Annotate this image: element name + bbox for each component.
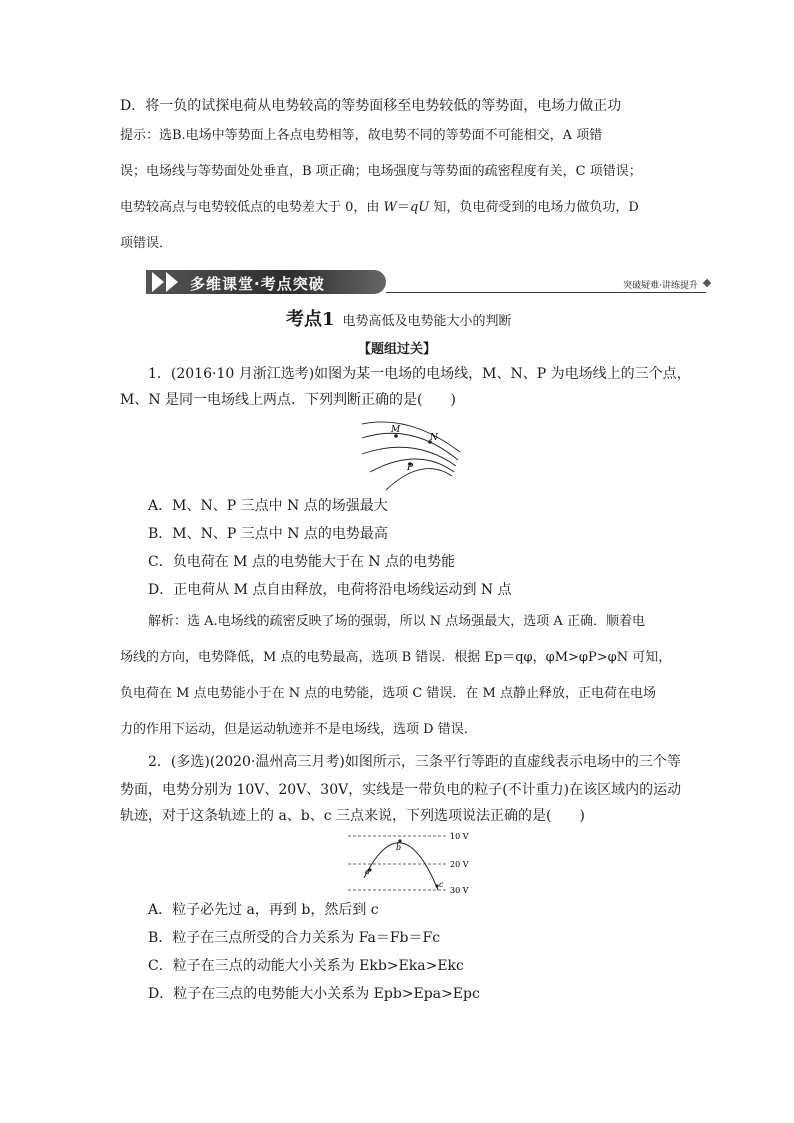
q1-stem-1: 1．(2016·10 月浙江选考)如图为某一电场的电场线，M、N、P 为电场线上的三个点， xyxy=(148,366,691,382)
q1-option-b: B．M、N、P 三点中 N 点的电势最高 xyxy=(148,526,388,542)
q1-option-a: A．M、N、P 三点中 N 点的场强最大 xyxy=(148,498,388,514)
banner-right-text: 突破疑难·讲练提升 xyxy=(623,281,698,291)
q2-stem-3: 轨迹，对于这条轨迹上的 a、b、c 三点来说，下列选项说法正确的是( ) xyxy=(120,808,585,824)
q2-option-a: A．粒子必先过 a，再到 b，然后到 c xyxy=(148,902,379,918)
section-heading-sub: 电势高低及电势能大小的判断 xyxy=(342,314,512,329)
svg-text:10 V: 10 V xyxy=(450,832,469,841)
svg-text:c: c xyxy=(439,880,444,889)
q1-analysis-2: 场线的方向，电势降低，M 点的电势最高，选项 B 错误．根据 Ep＝qφ，φM>φP>φN 可知， xyxy=(120,650,672,665)
q1-option-d: D．正电荷从 M 点自由释放，电荷将沿电场线运动到 N 点 xyxy=(148,582,512,598)
svg-text:30 V: 30 V xyxy=(450,886,469,894)
field-line xyxy=(362,433,458,460)
hint-line-4: 项错误． xyxy=(120,236,173,251)
q2-stem-2: 势面，电势分别为 10V、20V、30V，实线是一带负电的粒子(不计重力)在该区域内的运动 xyxy=(120,782,682,798)
field-line xyxy=(386,469,452,490)
diamond-icon xyxy=(703,279,711,287)
equipotential-figure xyxy=(346,828,476,894)
banner-title: 多维课堂·考点突破 xyxy=(190,275,325,293)
q2-stem-1: 2．(多选)(2020·温州高三月考)如图所示，三条平行等距的直虚线表示电场中的三个等 xyxy=(148,754,681,770)
hint-line-1: 提示：选B.电场中等势面上各点电势相等，故电势不同的等势面不可能相交，A 项错 xyxy=(120,128,603,143)
q1-analysis-4: 力的作用下运动，但是运动轨迹并不是电场线，选项 D 错误． xyxy=(120,722,477,737)
svg-text:a: a xyxy=(365,867,370,876)
q1-stem-2: M、N 是同一电场线上两点．下列判断正确的是( ) xyxy=(120,392,456,408)
banner-divider xyxy=(386,292,706,293)
svg-text:N: N xyxy=(430,433,438,443)
q2-option-b: B．粒子在三点所受的合力关系为 Fa＝Fb＝Fc xyxy=(148,930,441,946)
q1-analysis-1: 解析：选 A.电场线的疏密反映了场的强弱，所以 N 点场强最大，选项 A 正确．顺着电 xyxy=(148,614,645,629)
q2-option-c: C．粒子在三点的动能大小关系为 Ekb>Eka>Ekc xyxy=(148,958,464,974)
hint-line-3: 电势较高点与电势较低点的电势差大于 0，由 W＝qU 知，负电荷受到的电场力做负功，D xyxy=(120,200,639,215)
section-banner xyxy=(146,270,710,296)
hint-line-2: 误；电场线与等势面处处垂直，B 项正确；电场强度与等势面的疏密程度有关，C 项错误； xyxy=(120,164,642,179)
q2-option-d: D．粒子在三点的电势能大小关系为 Epb>Epa>Epc xyxy=(148,986,480,1002)
svg-text:M: M xyxy=(391,425,401,435)
option-d-intro: D．将一负的试探电荷从电势较高的等势面移至电势较低的等势面，电场力做正功 xyxy=(120,98,622,114)
svg-text:20 V: 20 V xyxy=(450,860,469,869)
q1-analysis-3: 负电荷在 M 点电势能小于在 N 点的电势能，选项 C 错误．在 M 点静止释放，正电荷在电场 xyxy=(120,686,657,701)
svg-text:P: P xyxy=(407,463,414,473)
q1-option-c: C．负电荷在 M 点的电势能大于在 N 点的电势能 xyxy=(148,554,456,570)
subhead: 【题组过关】 xyxy=(357,342,436,357)
section-heading: 考点1 电势高低及电势能大小的判断 xyxy=(286,309,512,330)
chevron-right-icon xyxy=(166,272,178,292)
field-lines-figure xyxy=(360,416,464,496)
svg-text:b: b xyxy=(396,843,402,852)
chevron-right-icon xyxy=(152,272,164,292)
